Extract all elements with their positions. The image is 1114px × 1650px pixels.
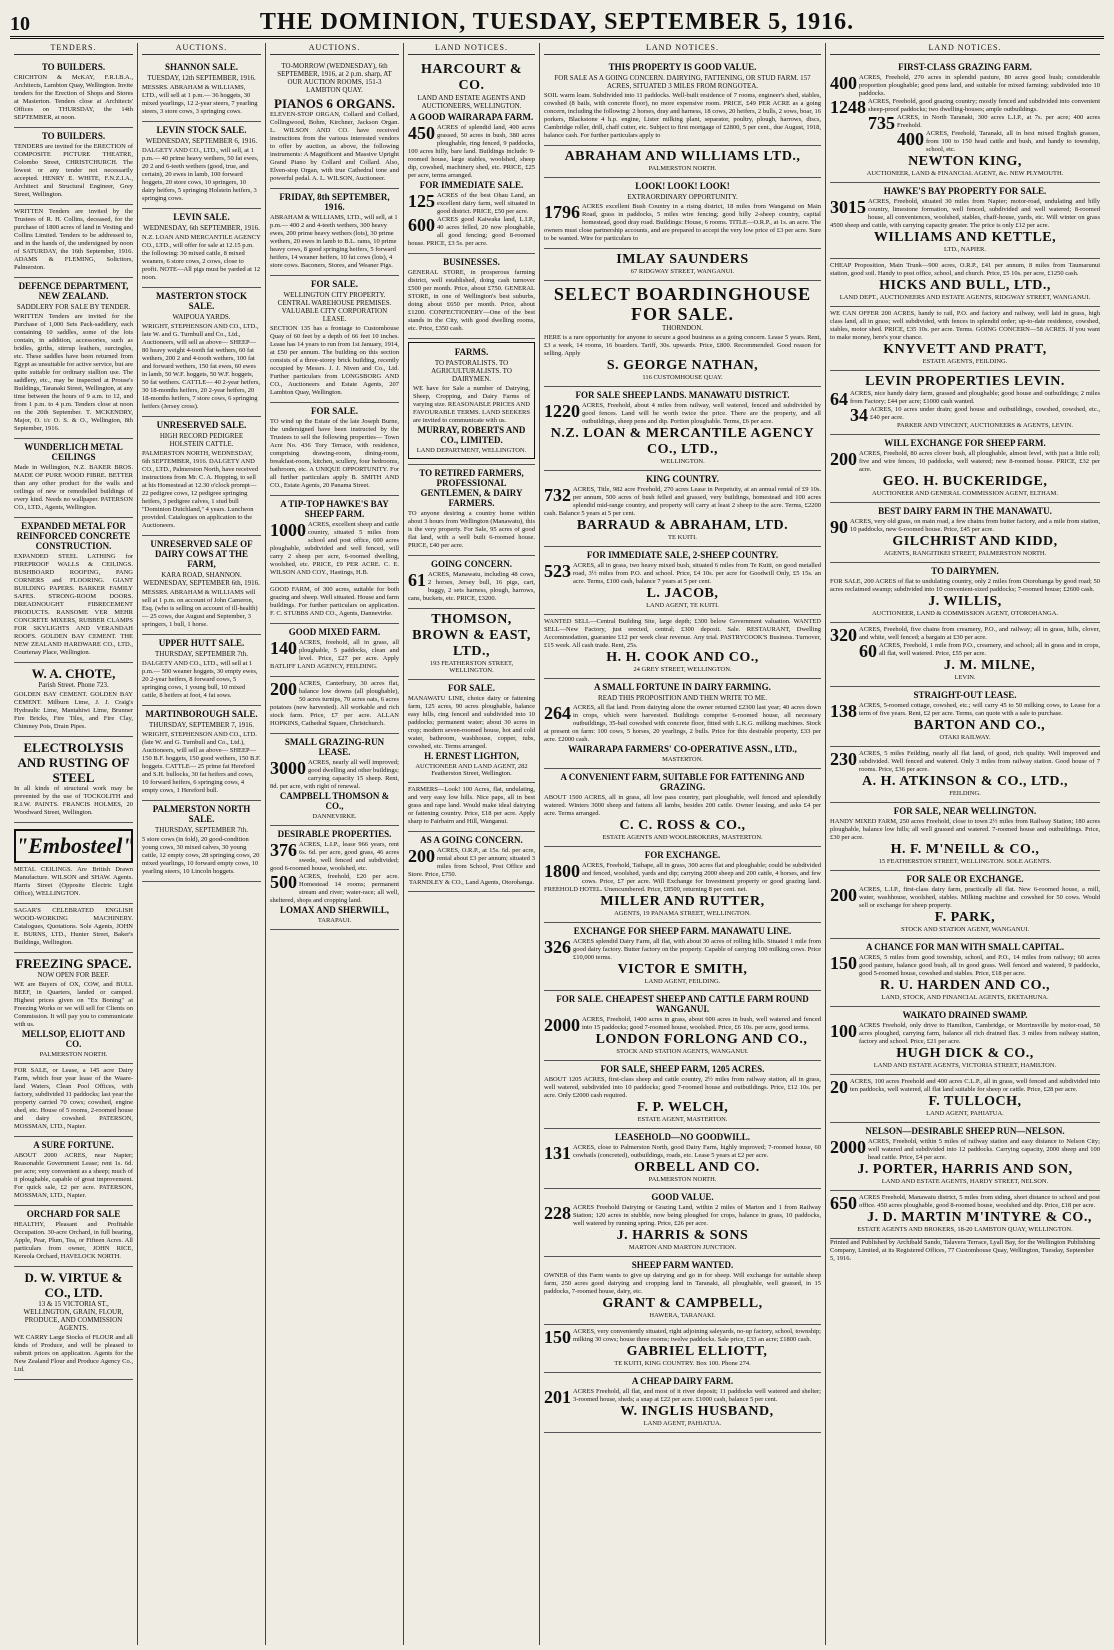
ad-buckeridge: WILL EXCHANGE FOR SHEEP FARM. 200 ACRES, Freehold, 80 acres clover bush, all ploughable, almost level, with just a little roll; five and wire fences, 10 paddocks, well watered; new 8-roomed house. PRICE, £32 per acre. GEO. H. BUCKERIDGE, AUCTIONEER AND GENERAL COMMISSION AGENT, ELTHAM. — [830, 435, 1100, 503]
ad-jacob: FOR IMMEDIATE SALE, 2-SHEEP COUNTRY. 523 ACRES, all in grass, two heavy mixed bush, situated 6 miles from Te Kuiti, on good metalled road, 3½ miles from P.O. and school. Price, £4 10s. per acre for Goodwill Only, £5 15s. an acre. Terms, £100 cash, balance 7 years at 5 per cent. L. JACOB, LAND AGENT, TE KUITI. — [544, 547, 821, 615]
page-number: 10 — [10, 13, 30, 35]
ad-friday-sale: FRIDAY, 8th SEPTEMBER, 1916. ABRAHAM & WILLIAMS, LTD., will sell, at 1 p.m.— 400 2 and 4-teeth wethers, 300 heavy ewes, 200 prime heavy wethers (lots), 30 prime wethers, 20 ewes in lamb to B.L. rams, 10 prime heavy cows, 8 good springing heifers, 5 forward heifers, 14 weaner heifers, 10 fat cows (lots), 4 store cows. Baconers, Stores, and Weaner Pigs. — [270, 189, 399, 276]
ad-farms-murray-roberts: FARMS. TO PASTORALISTS. TO AGRICULTURALISTS. TO DAIRYMEN. WE have for Sale a number of Dairying, Sheep, Cropping, and Dairy Farms of varying size. REASONABLE PRICES AND FAVOURABLE TERMS. LAND SEEKERS are invited to communicate with us. MURRAY, ROBERTS AND CO., LIMITED. LAND DEPARTMENT, WELLINGTON. — [408, 339, 535, 465]
ad-harris-sons: GOOD VALUE. 228 ACRES Freehold Dairying or Grazing Land, within 2 miles of Marton and 1 from Railway Station; 120 acres in stubble, now being ploughed for crops, balance in grass, 10 paddocks, well watered by running spring. Price, £26 per acre. J. HARRIS & SONS MARTON AND MARTON JUNCTION. — [544, 1189, 821, 1257]
ad-willis: TO DAIRYMEN. FOR SALE, 200 ACRES of flat to undulating country, only 2 miles from Otorohanga by good road; 50 acres reclaimed swamp; subdivided into 10 convenient-sized paddocks; 7-roomed house; £2600 cash. J. WILLIS, AUCTIONEER, LAND & COMMISSION AGENT, OTOROHANGA. — [830, 563, 1100, 623]
ad-inglis-husband: A CHEAP DAIRY FARM. 201 ACRES Freehold, all flat, and most of it river deposit; 11 paddocks well watered and shelter; 3-roomed house, sheds; a snap at £22 per acre. £1000 cash, balance 5 per cent. W. INGLIS HUSBAND, LAND AGENT, PAHIATUA. — [544, 1373, 821, 1433]
ad-businesses: BUSINESSES. GENERAL STORE, in prosperous farming district, well established, doing cash turnover £500 per month. Price, about £750. GENERAL STORE, in one of Wellington's best suburbs, doing about £650 per month. Price, about £1200. CONFECTIONERY—One of the best stands in the City, with good dwelling rooms, etc. Price, £350 cash. — [408, 254, 535, 339]
masthead — [10, 6, 1104, 39]
ad-williams-kettle: HAWKE'S BAY PROPERTY FOR SALE. 3015 ACRES, Freehold, situated 30 miles from Napier; motor-road, undulating and hilly country, limestone formation, well fenced, subdivided and well watered; 8-roomed house, all conveniences, woolshed, stables, chaff-house, yards, etc. Will winter on grass 4500 sheep and cattle, with carrying capacity greater. The price is only £12 per acre. WILLIAMS AND KETTLE, LTD., NAPIER. — [830, 183, 1100, 259]
ad-sure-fortune: A SURE FORTUNE. ABOUT 2000 ACRES, near Napier; Reasonable Government Lease; rent 1s. 6d. per acre; very convenient as a sheep; much of it ploughable, capable of great improvement. For quick sale, £2 per acre. PATERSON, MOSSMAN, LTD., Napier. — [14, 1137, 133, 1206]
ad-miller-rutter: FOR EXCHANGE. 1800 ACRES, Freehold, Taihape, all in grass, 300 acres flat and ploughable; could be subdivided and fenced, woolshed, yards and dip; carrying 2000 sheep and 200 cattle, 4 horses, and few cows. Price, £7 per acre. Will Exchange for Investment property or good grazing land. FREEHOLD HOTEL. Unencumbered. Price, £8500, returning 8 per cent. net. MILLER AND RUTTER, AGENTS, 19 PANAMA STREET, WELLINGTON. — [544, 847, 821, 923]
ad-hugh-dick: WAIKATO DRAINED SWAMP. 100 ACRES Freehold, only drive to Hamilton, Cambridge, or Morrinsville by motor-road, 50 acres ploughed, carrying farm, balance all rich drained flax. 3 miles from railway station, factory and school. Price, £21 per acre. HUGH DICK & CO., LAND AND ESTATE AGENTS, VICTORIA STREET, HAMILTON. — [830, 1007, 1100, 1075]
ad-orchard: ORCHARD FOR SALE HEALTHY, Pleasant and Profitable Occupation. 30-acre Orchard, in full bearing, Apple, Pear, Plum, Tea, or Fifteen Acres. All particulars from owner, JOHN RICE, Kereola Orchard, HAVELOCK NORTH. — [14, 1206, 133, 1267]
ad-freezing-space: FREEZING SPACE. NOW OPEN FOR BEEF. WE are Buyers of OX, COW, and BULL BEEF, in Quarters, landed or camped. Highest prices given on "Ex Boning" at Freezing Works or we will sell for Clients on Commission. It will pay you to communicate with us. MELLSOP, ELIOTT AND CO. PALMERSTON NORTH. — [14, 953, 133, 1064]
ad-city-property: FOR SALE. WELLINGTON CITY PROPERTY. CENTRAL WAREHOUSE PREMISES. VALUABLE CITY CORPORATION LEASE. SECTION 135 has a frontage to Customhouse Quay of 60 feet by a depth of 66 feet 10 inches. Lease has 14 years to run from 1st January, 1914, at £50 per annum. The building on this section consists of a three-storey brick building, recently occupied by Messrs. J. J. Niven and Co., Ltd. Further particulars from LONGSBORG AND CO., Auctioneers and Estate Agents, 207 Lambton Quay, Wellington. — [270, 276, 399, 403]
ad-newton-king: FIRST-CLASS GRAZING FARM. 400 ACRES, Freehold, 270 acres in splendid pasture, 80 acres good bush; considerable proportion ploughable; good pens land, and suitable for mixed farming; subdivided into 10 paddocks. 1248 ACRES, Freehold, good grazing country; mostly fenced and subdivided into convenient sheep-proof paddocks; two dwelling-houses; ample outbuildings. 735 ACRES, in North Taranaki, 300 acres L.I.P., at 7s. per acre; 400 acres Freehold. 400 ACRES, Freehold, Taranaki, all in best mixed English grasses, from 100 to 150 head cattle and bush, and handy to township, school, etc. NEWTON KING, AUCTIONEER, LAND & FINANCIAL AGENT, &c. NEW PLYMOUTH. — [830, 59, 1100, 183]
ad-masterton-stock-sale: MASTERTON STOCK SALE. WAIPOUA YARDS. WRIGHT, STEPHENSON AND CO., LTD., late W. and G. Turnbull and Co., Ltd., Auctioneers, will sell as above— SHEEP— 80 heavy weight 4-tooth fat wethers, 60 fat wethers, 200 2 and 4-tooth wethers, 100 fat and forward wethers, 150 fat ewes, 60 ewes in lamb, 50 W.F. hoggets, 50 W.F. hoggets, 50 fat wethers. CATTLE— 40 2-year heifers, 30 18-months heifers, 20 2-year heifers, 20 18-months heifers, 7 store cows, 6 springing heifers (Jersey cross). — [142, 288, 261, 417]
ad-hawkes-bay-farm: A TIP-TOP HAWKE'S BAY SHEEP FARM. 1000 ACRES, excellent sheep and cattle country, situated 5 miles from school and post office, 600 acres ploughable, subdivided and well fenced, will carry 2 sheep per acre, 6-roomed dwelling, woolshed, etc. PRICE, £9 PER ACRE. C. E. WILSON AND COY., Hastings, H.B. — [270, 496, 399, 583]
ad-as-going-concern: AS A GOING CONCERN. 200 ACRES, O.R.P., at 15s. 6d. per acre, rental about £3 per annum; situated 3 miles from School, Post Office and Store. Price, £750. TARNDLEY & CO., Land Agents, Otorohanga. — [408, 832, 535, 892]
ad-martinborough-sale: MARTINBOROUGH SALE. THURSDAY, SEPTEMBER 7, 1916. WRIGHT, STEPHENSON AND CO., LTD. (late W. and G. Turnbull and Co., Ltd.), Auctioneers, will sell as above— SHEEP— 150 B.F. hoggets, 150 good wethers, 150 B.F. hoggets. CATTLE— 25 prime fat Hereford and S.H. bullocks, 30 fat heifers and cows, 10 forward heifers, 6 springing cows, 4 empty cows, 1 Hereford bull. — [142, 706, 261, 801]
ad-levin-properties: LEVIN PROPERTIES LEVIN. 64 ACRES, nice handy dairy farm, grassed and ploughable; good house and outbuildings; 2 miles from Factory; £44 per acre; £1000 cash wanted. 34 ACRES, 10 acres under drain; good house and outbuildings, cowshed, cowshed, etc., £40 per acre. PARKER AND VINCENT, AUCTIONEERS & AGENTS, LEVIN. — [830, 371, 1100, 435]
ad-mneill: FOR SALE, NEAR WELLINGTON. HANDY MIXED FARM, 250 acres Freehold, close to town 2½ miles from Railway Station; 180 acres ploughable, balance low hills; all well grassed and watered. 7-roomed house and outbuildings. Price, £30 per acre. H. F. M'NEILL & CO., 15 FEATHERSTON STREET, WELLINGTON. SOLE AGENTS. — [830, 803, 1100, 871]
ad-builders-theatre: TO BUILDERS. TENDERS are invited for the ERECTION of COMPOSITE PICTURE THEATRE, Colombo Street, CHRISTCHURCH. The lowest or any tender not necessarily accepted. HENRY E. WHITE, F.N.Z.I.A., Architect and Structural Engineer, Grey Street, Wellington. — [14, 128, 133, 205]
ad-retired-farmers: TO RETIRED FARMERS, PROFESSIONAL GENTLEMEN, & DAIRY FARMERS. TO anyone desiring a country home within about 3 hours from Wellington (Manawatu), this is the very property. For Sale, 95 acres of good flat land, with a well built 6-roomed house. PRICE, £40 per acre. — [408, 465, 535, 556]
ad-sagar: SAGAR'S CELEBRATED ENGLISH WOOD-WORKING MACHINERY. Catalogues, Quotations. Sole Agents, JOHN E. BURNS, LTD., Hunter Street, Baker's Buildings, Wellington. — [14, 904, 133, 953]
column-tenders — [10, 43, 138, 1645]
ad-grant-campbell: SHEEP FARM WANTED. OWNER of this Farm wants to give up dairying and go in for sheep. Will exchange for suitable sheep farm, 250 acres good dairying and cropping land in Taranaki, all ploughable, well grassed, in 15 paddocks, 7-roomed house, dairy, etc. GRANT & CAMPBELL, HAWERA, TARANAKI. — [544, 1257, 821, 1325]
ad-defence-department: DEFENCE DEPARTMENT, NEW ZEALAND. SADDLERY FOR SALE BY TENDER. WRITTEN Tenders are invited for the Purchase of 1,000 Sets Pack-saddlery, each containing 10 saddles, some of the lots contain, in addition, accessories, such as bridles, girths, stirrup leathers, surcingles, etc. These saddles have been returned from Egypt as unsuitable for active service, but are quite suitable for ordinary stallion use. The saddlery, etc., may be inspected at Prouse's Buildings, Taranaki Street, Wellington, at any time between the hours of 9 a.m. to 12, and from 1 p.m. to 4 p.m. Tenders close at noon on the 20th September. T. MCKENDRY, Major, O. i/c O. S. & O., Wellington, 8th September, 1916. — [14, 278, 133, 439]
ad-thomson-brown-east: THOMSON, BROWN & EAST, LTD., 193 FEATHERSTON STREET, WELLINGTON. — [408, 609, 535, 680]
ad-nz-loan: FOR SALE SHEEP LANDS. MANAWATU DISTRICT. 1220 ACRES, Freehold, about 4 miles from railway, well watered, fenced and subdivided by good fences. Land will be worth twice the price. There are the property, and all outbuildings, sheep pens and dip. Portion ploughable. Terms, £6 per acre. N.Z. LOAN & MERCANTILE AGENCY CO., LTD., WELLINGTON. — [544, 387, 821, 471]
ad-expanded-metal: EXPANDED METAL FOR REINFORCED CONCRETE CONSTRUCTION. EXPANDED STEEL LATHING for FIREPROOF WALLS & CEILINGS. BUSHBOARD ROOFING, PANG CORNERS and FLOORING. GIANT BUILDING PAPERS. BARKER FAMILY SAFES. STRONG-ROOM DOORS. DREADNOUGHT FIBRECEMENT PRODUCTS. RANSOME VER MEHR CONCRETE MIXERS, RUBBER CLAMPS FOR SKYLIGHTS AND VERANDAH ROOFS. GOLDEN BAY CEMENT. THE NEW ZEALAND HARDWARE CO., LTD., Courtenay Place, Wellington. — [14, 518, 133, 663]
ad-good-farm: GOOD FARM, of 300 acres, suitable for both grazing and sheep. Well situated. House and farm buildings. For further particulars on application. F. C. STUBBS AND CO., Agents, Dannevirke. — [270, 583, 399, 624]
ad-holstein-sale: UNRESERVED SALE. HIGH RECORD PEDIGREE HOLSTEIN CATTLE. PALMERSTON NORTH, WEDNESDAY, 6th SEPTEMBER, 1916. DALGETY AND CO., LTD., Palmerston North, have received instructions from Mr. C. A. Hopping, to sell at his Homestead at 12.30 o'clock prompt— 22 pedigree cows, 12 pedigree springing heifers, 3 pedigree calves, 1 stud bull "Dominion Dutchland," 4 years. Luncheon provided. Catalogues on application to the Auctioneers. — [142, 417, 261, 536]
ad-look-opportunity: LOOK! LOOK! LOOK! EXTRAORDINARY OPPORTUNITY. 1796 ACRES excellent Bush Country in a rising district, 18 miles from Wanganui on Main Road, grass in paddocks, 5 miles wire fencing; good hilly 2-sheep country, capital homestead, good dray road. Buildings: House, 6 rooms. TITLE—O.R.P., at 1s. an acre. The owners must close partnership accounts, and are prepared to accept the very low price of £3 per acre. Sure to be wanted. Wire for particulars to — [544, 178, 821, 249]
column-land-notices-2 — [540, 43, 826, 1645]
ad-barraud-abraham: KING COUNTRY. 732 ACRES, Title, 982 acre Freehold, 270 acres Lease in Perpetuity, at an annual rental of £9 10s. per annum, 500 acres of bush felled and grassed, very buildings, homestead and 100 acres splendid mid-range country, and property will carry at least 2 sheep to the acre. Terms, £2200 cash. Balance 5 years at 5 per cent. BARRAUD & ABRAHAM, LTD. TE KUITI. — [544, 471, 821, 547]
ad-mintyre: 650 ACRES Freehold, Manawatu district, 5 miles from siding, short distance to school and post office. 450 acres ploughable, good 8-roomed house, woolshed and dip. Price, £18 per acre. J. D. MARTIN M'INTYRE & CO., ESTATE AGENTS AND BROKERS, 18-20 LAMBTON QUAY, WELLINGTON. — [830, 1191, 1100, 1239]
ad-knyvett-pratt: WE CAN OFFER 200 ACRES, handy to rail, P.O. and factory and railway, well laid in grass, high class land, all in grass; well subdivided, with fences in splendid order; up-to-date residence, cowshed, stables, motor shed. PRICE, £35 10s. per acre. Terms. GOING CONCERN—58 ACRES. If you want to make money, here's your chance. KNYVETT AND PRATT, ESTATE AGENTS, FEILDING. — [830, 307, 1100, 371]
ad-levin-stock-sale: LEVIN STOCK SALE. WEDNESDAY, SEPTEMBER 6, 1916. DALGETY AND CO., LTD., will sell, at 1 p.m.— 40 prime heavy wethers, 50 fat ewes, 20 2 and 6-teeth wethers (good, true, and certain), 20 ewes in lamb, 100 forward hoggets, 20 store cows, 10 springers, 10 dairy heifers, 5 springing Holstein heifers, 3 springing cows. — [142, 122, 261, 209]
embosteel-logo: "Embosteel" — [14, 829, 133, 863]
column-heading: LAND NOTICES. — [544, 43, 821, 55]
columns — [10, 43, 1104, 1645]
column-heading: AUCTIONS. — [142, 43, 261, 55]
ad-gabriel-elliott: 150 ACRES, very conveniently situated, right adjoining saleyards, no-up factory, school, township; milking 30 cows; house three rooms; twelve paddocks. Sale price, £33 an acre; £1800 cash. GABRIEL ELLIOTT, TE KUITI, KING COUNTRY. Box 100. Phone 274. — [544, 1325, 821, 1373]
ad-wunderlich: WUNDERLICH METAL CEILINGS Made in Wellington, N.Z. BAKER BROS. MADE OF PURE WOOD FIBRE. BETTER than any other product for the walls and ceilings of new or remodelled buildings of every kind. Needs no wallpaper. PATERSON CO., LTD., Agents, Wellington. — [14, 439, 133, 518]
column-heading: LAND NOTICES. — [408, 43, 535, 55]
ad-embosteel: "Embosteel" METAL CEILINGS. Are British Drawn Manufacture. WILSON and SHAW. Agents. Harris Street (Opposite Electric Light Office), WELLINGTON. — [14, 823, 133, 904]
ad-gilchrist-kidd: BEST DAIRY FARM IN THE MANAWATU. 90 ACRES, very old grass, on main road, a few chains from butter factory, and a mile from station, 10 paddocks, new 6-roomed house. Price, £45 per acre. GILCHRIST AND KIDD, AGENTS, RANGITIKEI STREET, PALMERSTON NORTH. — [830, 503, 1100, 563]
ad-atkinson: 230 ACRES, 5 miles Feilding, nearly all flat land, of good, rich quality. Well improved and subdivided. Well fenced and watered. Only 3 miles from railway station. Good house of 7 rooms. Price, £36 per acre. A. H. ATKINSON & CO., LTD., FEILDING. — [830, 747, 1100, 803]
ad-farmers-look: FARMERS—Look! 100 Acres, flat, undulating, and very easy low hills. Nice paps, all in best grass and rape land. Would make ideal dairying or fattening country. Price, £18 per acre. Apply sharp to Fairbairn and Hill, Wanganui. — [408, 783, 535, 832]
ad-harden: A CHANCE FOR MAN WITH SMALL CAPITAL. 150 ACRES, 5 miles from good township, school, and P.O., 14 miles from railway; 60 acres good pasture, balance good bush, all in good grass. Well fenced and watered, 9 paddocks, good 5-roomed house, cowshed and stables. Price, £18 per acre. R. U. HARDEN AND CO., LAND, STOCK, AND FINANCIAL AGENTS, EKETAHUNA. — [830, 939, 1100, 1007]
ad-desirable-properties: DESIRABLE PROPERTIES. 376 ACRES, L.I.P., lease 966 years, rent 6s. 6d. per acre, good grass, 46 acres swede, well fenced and subdivided; good 6-roomed house, woolshed, etc. 500 ACRES, freehold, £20 per acre. Homestead 14 rooms; permanent stream and river; water-race; all well, sheltered, shops and cropping land. LOMAX AND SHERWILL, TARAPAUI. — [270, 826, 399, 930]
column-auctions-1 — [138, 43, 266, 1645]
ad-builders: TO BUILDERS. CRICHTON & McKAY, F.R.I.B.A., Architects, Lambton Quay, Wellington. Invite tenders for the Erection of Shops and Stores at Masterton. Tenders close at Architects' Offices on THURSDAY, the 14th SEPTEMBER, at noon. — [14, 59, 133, 128]
ad-park: FOR SALE OR EXCHANGE. 200 ACRES, L.I.P., first-class dairy farm, practically all flat. New 6-roomed house, a mill, water, washhouse, woolshed, stables. Milking machine and cowshed for 50 cows. Would sell or exchange for sheep property. F. PARK, STOCK AND STATION AGENT, WANGANUI. — [830, 871, 1100, 939]
ad-orbell: LEASEHOLD—NO GOODWILL. 131 ACRES, close to Palmerston North, good Dairy Farm, highly improved; 7-roomed house, 60 cowbails (concreted), outbuildings, roads, etc. Lease 5 years at £2 per acre. ORBELL AND CO. PALMERSTON NORTH. — [544, 1129, 821, 1189]
ad-written-tenders: WRITTEN Tenders are invited by the Trustees of R. H. Collins, deceased, for the purchase of 1800 acres of land in Vesting and Collins Limited. Tenders to be addressed to, and in the hands of, the undersigned by noon of SATURDAY, the 16th September, 1916. ADAMS & FLEMING, Solicitors, Palmerston. — [14, 205, 133, 278]
ad-estate-sale: FOR SALE. TO wind up the Estate of the late Joseph Burne, the undersigned have been instructed by the Trustees to sell the following properties— Town Acre No. 436 Tory Terrace, with residence, comprising drawing-room, dining-room, breakfast-room, kitchen, scullery, four bedrooms, bathroom, etc. A UNIQUE OPPORTUNITY. For all further particulars apply B. SMITH AND CO., Estate Agents, 20 Panama Street. — [270, 403, 399, 496]
column-land-notices-1 — [404, 43, 540, 1645]
ad-milne: 320 ACRES, Freehold, five chains from creamery, P.O., and railway; all in grass, hills, clover, and white, well fenced; a bargain at £30 per acre. 60 ACRES, Freehold, 1 mile from P.O., creamery, and school; all in grass and in crops, all flat, well watered. Price, £55 per acre. J. M. MILNE, LEVIN. — [830, 623, 1100, 687]
imprint-footer: Printed and Published by Archibald Sando, Talavera Terrace, Lyall Bay, for the Wellington Publishing Company, Limited, at its Registered Offices, 77 Customhouse Quay, Wellington, Tuesday, September 5, 1916. — [830, 1239, 1095, 1262]
ad-porter-harris: NELSON—DESIRABLE SHEEP RUN—NELSON. 2000 ACRES, Freehold, within 5 miles of railway station and easy distance to Nelson City; well watered and subdivided into 12 paddocks. Carrying capacity, 2000 sheep and 100 head cattle. Price, £4 per acre. J. PORTER, HARRIS AND SON, LAND AND ESTATE AGENTS, HARDY STREET, NELSON. — [830, 1123, 1100, 1191]
ad-barton: STRAIGHT-OUT LEASE. 138 ACRES, 5-roomed cottage, cowshed, etc.; will carry 45 to 50 milking cows, to Lease for a term of five years. Rent, £2 per acre. Terms, can quote with a sale to purchase. BARTON AND CO., OTAKI RAILWAY. — [830, 687, 1100, 747]
ad-cook: WANTED SELL—Central Building Site, large depth; £300 below Government valuation. WANTED SELL—New Factory, just erected, central; £300 deposit. Sale. RESTAURANT, Dwelling Accommodation, guarantee £12 per week clear revenue. Any trial. PASTRYCOOK'S Business. Turnover, £15 week. All cash trade. Rent, 25s. H. H. COOK AND CO., 24 GREY STREET, WELLINGTON. — [544, 615, 821, 679]
ad-grazing-run-lease: SMALL GRAZING-RUN LEASE. 3000 ACRES, nearly all well improved; good dwelling and other buildings; carrying capacity 15 sheep. Rent, 8d. per acre, with right of renewal. CAMPBELL THOMSON & CO., DANNEVIRKE. — [270, 734, 399, 826]
ad-victor-smith: EXCHANGE FOR SHEEP FARM. MANAWATU LINE. 326 ACRES splendid Dairy Farm, all flat, with about 30 acres of rolling hills. Situated 1 mile from good dairy factory. Butter factory on the property. Capable of carrying 100 milking cows. Price £10,000 terms. VICTOR E SMITH, LAND AGENT, FEILDING. — [544, 923, 821, 991]
ad-dairy-cows-sale: UNRESERVED SALE OF DAIRY COWS AT THE FARM, KARA ROAD, SHANNON. WEDNESDAY, SEPTEMBER 6th, 1916. MESSRS. ABRAHAM & WILLIAMS will sell at 1 p.m. on account of John Cameron, Esq. (who is selling on account of ill-health)— 25 cows, due August and September, 3 springers, 1 bull, 1 horse. — [142, 536, 261, 635]
ad-good-value-property: THIS PROPERTY IS GOOD VALUE. FOR SALE AS A GOING CONCERN. DAIRYING, FATTENING, OR STUD FARM. 157 ACRES, SITUATED 3 MILES FROM RONGOTEA. SOIL warm loam. Subdivided into 11 paddocks. Well-built residence of 7 rooms, engineer's shed, stables, cowshed (8 bails, with concrete floor), no more expensive room. PRICE, £49 PER ACRE as a going concern, including the following: 2 horses, dray and harness, 18 cows, 20 heifers, 2 bulls, 2 sows, boar, 16 porkers, Blackstone 4 h.p. engine, Lister milking plant, separator, poultry, plough, harrows, discs, Cambridge roller, drill, chaff cutter, etc. Subject to first mortgage of £2800, 5 per cent., due August, 1918, balance cash. For further particulars apply to — [544, 59, 821, 146]
column-land-notices-3 — [826, 43, 1104, 1645]
ad-imlay-saunders: IMLAY SAUNDERS 67 RIDGWAY STREET, WANGANUI. — [544, 249, 821, 281]
ad-electrolysis: ELECTROLYSIS AND RUSTING OF STEEL In all kinds of structural work may be prevented by the use of TOCKOLITH and R.I.W. PAINTS. FRANCIS HOLMES, 20 Woodward Street, Wellington. — [14, 737, 133, 823]
ad-going-concern: GOING CONCERN. 61 ACRES, Manawatu, including 48 cows, 2 horses, Jersey bull, 16 pigs, cart, buggy, 2 sets harness, plough, harrows, cans, buckets, etc. PRICE, £3200. — [408, 556, 535, 609]
ad-harcourt: HARCOURT & CO. LAND AND ESTATE AGENTS AND AUCTIONEERS, WELLINGTON. A GOOD WAIRARAPA FARM. 450 ACRES of splendid land, 400 acres grassed, 50 acres in bush, 380 acres ploughable, ring fenced, 9 paddocks, 100 acres hilly, bare land. Buildings include: 9-roomed house, large stables, woolshed, sheep dip, cowshed, machinery shed, etc. PRICE, £25 per acre, terms arranged. FOR IMMEDIATE SALE. 125 ACRES of the best Ohau Land, an excellent dairy farm, well situated in good district. PRICE, £50 per acre. 600 ACRES good Kaiwaka land, L.I.P., 40 acres felled, 20 now ploughable, all good fencing; good 8-roomed house. PRICE, £3 5s. per acre. — [408, 59, 535, 254]
ad-levin-sale: LEVIN SALE. WEDNESDAY, 6th SEPTEMBER, 1916. N.Z. LOAN AND MERCANTILE AGENCY CO., LTD., will offer for sale at 12.15 p.m. the following: 30 mixed cattle, 8 mixed weaners, 6 store cows, 2 cows, close to profit. NOTE—All pigs must be yarded at 12 noon. — [142, 209, 261, 288]
ad-boardinghouse: SELECT BOARDINGHOUSE FOR SALE. THORNDON. HERE is a rare opportunity for anyone to secure a good business as a going concern. Lease 5 years. Rent, £3 a week, 14 rooms, 16 boarders. Tariff, 30s. upwards. Price, £800. Recommended. Good reason for selling. Apply S. GEORGE NATHAN, 116 CUSTOMHOUSE QUAY. — [544, 281, 821, 387]
ad-canterbury: 200 ACRES, Canterbury, 30 acres flat, balance low downs (all ploughable), 50 acres turnips, 70 acres oats, 6 acres potatoes (new harvested). All workable and rich stock farm. Price, £7 per acre. ALLAN HOPKINS, Cathedral Square, Christchurch. — [270, 677, 399, 734]
ad-virtue: D. W. VIRTUE & CO., LTD. 13 & 15 VICTORIA ST., WELLINGTON, GRAIN, FLOUR, PRODUCE, AND COMMISSION AGENTS. WE CARRY Large Stocks of FLOUR and all kinds of Produce, and will be pleased to submit prices on application. Agents for the New Zealand Flour and Produce Agency Co., Ltd. — [14, 1267, 133, 1380]
ad-london-forlong: FOR SALE. CHEAPEST SHEEP AND CATTLE FARM ROUND WANGANUI. 2000 ACRES, Freehold, 1400 acres in grass, about 600 acres in bush, well watered and fenced into 15 paddocks; good 7-roomed house, woolshed. Price, £6 10s. per acre, good terms. LONDON FORLONG AND CO., STOCK AND STATION AGENTS, WANGANUI. — [544, 991, 821, 1061]
ad-palmerston-north-sale: PALMERSTON NORTH SALE. THURSDAY, SEPTEMBER 7th. 5 store cows (in fold), 20 good-condition young cows, 30 mixed calves, 30 young cattle, 12 empty cows, 28 springing cows, 20 mixed yearlings, 10 forward empty cows, 10 yearling steers, 10 Lincoln hoggets. — [142, 801, 261, 882]
newspaper-title: THE DOMINION, TUESDAY, SEPTEMBER 5, 1916. — [259, 9, 855, 35]
ad-tulloch: 20 ACRES, 100 acres Freehold and 400 acres C.L.P., all in grass, well fenced and subdivided into ten paddocks, well watered, all flat land suitable for sheep or cattle. Price, £28 per acre. F. TULLOCH, LAND AGENT, PAHIATUA. — [830, 1075, 1100, 1123]
ad-manawatu-line: FOR SALE. MANAWATU LINE, choice dairy or fattening farm, 125 acres, 90 acres ploughable, balance easy hills, ring fenced and subdivided into 10 paddocks; permanent water; about 30 acres in crop; modern seven-roomed house, hot and cold water, bathroom, washhouse, copper, tubs, cowshed, etc. Terms arranged. H. ERNEST LIGHTON, AUCTIONEER AND LAND AGENT, 282 Featherston Street, Wellington. — [408, 680, 535, 783]
ad-upper-hutt-sale: UPPER HUTT SALE. THURSDAY, SEPTEMBER 7th. DALGETY AND CO., LTD., will sell at 1 p.m.— 500 weaner hoggets, 30 empty ewes, 20 2-year heifers, 8 forward cows, 5 springing cows, 1 young bull, 10 mixed cattle, 8 heifers at foot, 4 fat sows. — [142, 635, 261, 706]
column-heading: TENDERS. — [14, 43, 133, 55]
ad-dairy-lease: FOR SALE, or Lease, a 145 acre Dairy Farm, which four year lease of the Waare-land Waters, Clean Pool Offices, with factory, subdivided 11 paddocks; last year the property carried 70 cows; cowshed, engine shed, etc. House of 5 rooms, 2-roomed house and dairy cowshed. PATERSON, MOSSMAN, LTD., Napier. — [14, 1064, 133, 1137]
ad-welch: FOR SALE, SHEEP FARM, 1205 ACRES. ABOUT 1205 ACRES, first-class sheep and cattle country, 2½ miles from railway station, all in grass, well watered, subdivided into 10 paddocks; good 7-roomed house and outbuildings. Price, £12 10s. per acre. Only £2000 cash required. F. P. WELCH, ESTATE AGENT, MASTERTON. — [544, 1061, 821, 1129]
ad-shannon-sale: SHANNON SALE. TUESDAY, 12th SEPTEMBER, 1916. MESSRS. ABRAHAM & WILLIAMS, LTD., will sell at 1 p.m.— 36 hoggets, 30 mixed yearlings, 12 2-year steers, 7 yearling steers, 3 store cows, 3 springing cows. — [142, 59, 261, 122]
ad-small-fortune: A SMALL FORTUNE IN DAIRY FARMING. READ THIS PROPOSITION AND THEN WRITE TO ME. 264 ACRES, all flat land. From dairying alone the owner returned £2300 last year; 40 acres down in crops, which were harvested. Buildings comprise 6-roomed house, all necessary outbuildings, 35-bail cowshed with concrete floor, fitted with L.K.G. milking machines. Stock at present on farm: 100 cows, 5 horses, 20 yearlings, 2 bulls. Price for this desirable property, £33 per acre. £2000 cash. WAIRARAPA FARMERS' CO-OPERATIVE ASSN., LTD., MASTERTON. — [544, 679, 821, 769]
ad-pianos-organs: TO-MORROW (WEDNESDAY), 6th SEPTEMBER, 1916, at 2 p.m. sharp, AT OUR AUCTION ROOMS, 151-3 LAMBTON QUAY. PIANOS 6 ORGANS. ELEVEN-STOP ORGAN, Collard and Collard, Collingwood, Bohm, Kirchner, Jackson Organ. L. WILSON AND CO. have received instructions from the various interested vendors to offer by auction, as above, the following instruments: A Magnificent and Massive Upright Grand Piano by Collard and Collard. Also, Elven-stop Organ, with true Cathedral tone and powerful pedal. A. L. WILSON, Auctioneer. — [270, 59, 399, 189]
ad-chote: W. A. CHOTE, Parish Street. Phone 723. GOLDEN BAY CEMENT. GOLDEN BAY CEMENT. Milburn Lime, J. J. Craig's Hydraulic Lime, Mantahiwi Lime, Brunner Fire Bricks, Fire Tiles, and Fire Clay, Chimney Pots, Drain Pipes. — [14, 663, 133, 737]
column-heading: LAND NOTICES. — [830, 43, 1100, 55]
ad-hicks-bull: CHEAP Proposition, Main Trunk—900 acres, O.R.P., £41 per annum, 8 miles from Taumarunui station, good soil. Handy to post office, school, and church. Price, £5 10s. per acre, £1250 cash. HICKS AND BULL, LTD., LAND DEPT., AUCTIONEERS AND ESTATE AGENTS, RIDGWAY STREET, WANGANUI. — [830, 259, 1100, 307]
ad-abraham-williams: ABRAHAM AND WILLIAMS LTD., PALMERSTON NORTH. — [544, 146, 821, 178]
column-heading: AUCTIONS. — [270, 43, 399, 55]
column-auctions-2 — [266, 43, 404, 1645]
ad-ross: A CONVENIENT FARM, SUITABLE FOR FATTENING AND GRAZING. ABOUT 1500 ACRES, all in grass, all low pass country, part ploughable, well fenced and splendidly watered. Winters 3000 sheep and fattens all lambs, besides 200 cattle. Owner leasing, and asks £4 per acre. Terms arranged. C. C. ROSS & CO., ESTATE AGENTS AND WOOLBROKERS, MASTERTON. — [544, 769, 821, 847]
ad-good-mixed-farm: GOOD MIXED FARM. 140 ACRES, freehold, all in grass, all ploughable, 5 paddocks, clean and level. Price, £27 per acre. Apply BATLIFF LAND AGENCY, FEILDING. — [270, 624, 399, 677]
